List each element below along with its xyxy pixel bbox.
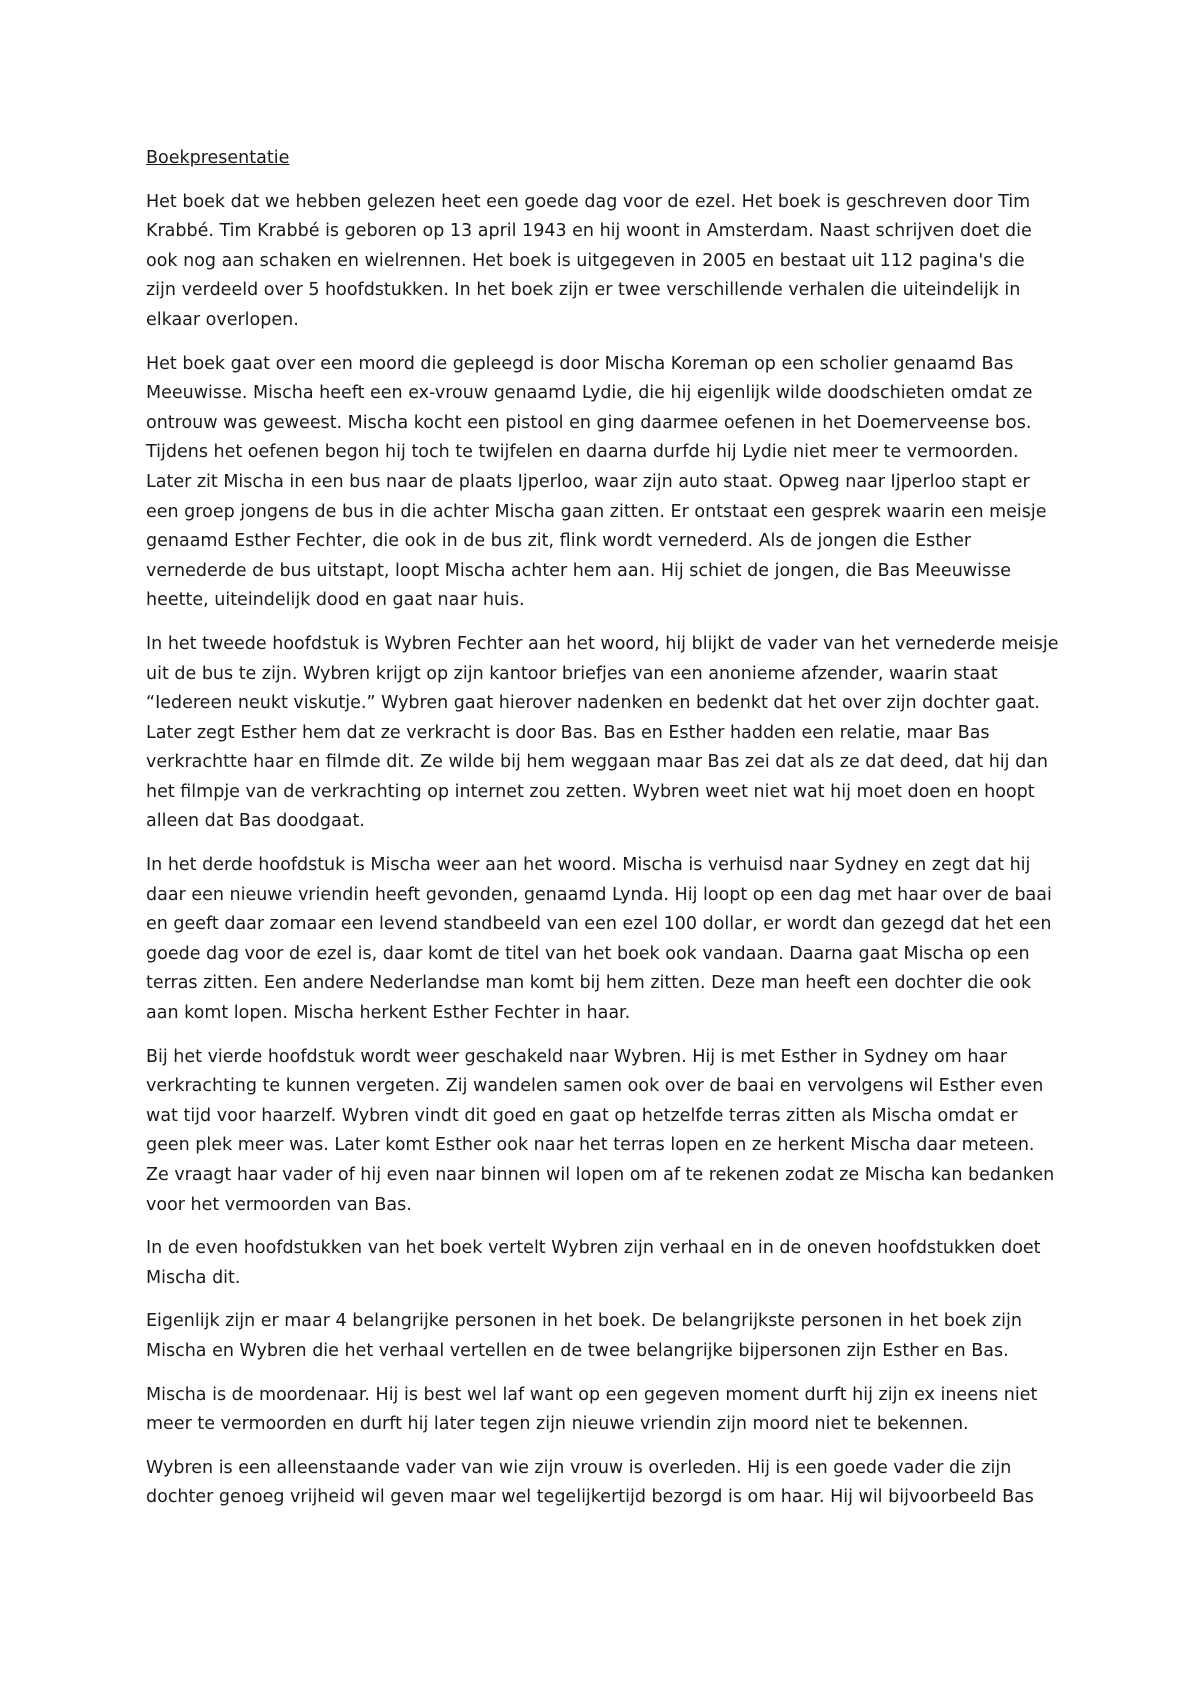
paragraph-chapter-four: Bij het vierde hoofdstuk wordt weer geschakeld naar Wybren. Hij is met Esther in Sydney om haar verkrachting te kunnen vergeten. Zij wandelen samen ook over de baai en vervolgens wil Esther even wat tijd voor haarzelf. Wybren vindt dit goed en gaat op hetzelfde terras zitten als Mischa omdat er geen plek meer was. Later komt Esther ook naar het terras lopen en ze herkent Mischa daar meteen. Ze vraagt haar vader of hij even naar binnen wil lopen om af te rekenen zodat ze Mischa kan bedanken voor het vermoorden van Bas.	[146, 1046, 1055, 1215]
paragraph-introduction: Het boek dat we hebben gelezen heet een goede dag voor de ezel. Het boek is geschreven door Tim Krabbé. Tim Krabbé is geboren op 13 april 1943 en hij woont in Amsterdam. Naast schrijven doet die ook nog aan schaken en wielrennen. Het boek is uitgegeven in 2005 en bestaat uit 112 pagina's die zijn verdeeld over 5 hoofdstukken. In het boek zijn er twee verschillende verhalen die uiteindelijk in elkaar overlopen.	[146, 191, 1032, 330]
paragraph-chapter-two: In het tweede hoofdstuk is Wybren Fechter aan het woord, hij blijkt de vader van het vernederde meisje uit de bus te zijn. Wybren krijgt op zijn kantoor briefjes van een anonieme afzender, waarin staat “Iedereen neukt viskutje.” Wybren gaat hierover nadenken en bedenkt dat het over zijn dochter gaat. Later zegt Esther hem dat ze verkracht is door Bas. Bas en Esther hadden een relatie, maar Bas verkrachtte haar en filmde dit. Ze wilde bij hem weggaan maar Bas zei dat als ze dat deed, dat hij dan het filmpje van de verkrachting op internet zou zetten. Wybren weet niet wat hij moet doen en hoopt alleen dat Bas doodgaat.	[146, 633, 1059, 832]
document-body	[146, 144, 1060, 1527]
paragraph-wybren: Wybren is een alleenstaande vader van wie zijn vrouw is overleden. Hij is een goede vader die zijn dochter genoeg vrijheid wil geven maar wel tegelijkertijd bezorgd is om haar. Hij wil bijvoorbeeld Bas	[146, 1457, 1034, 1508]
paragraph-chapter-structure: In de even hoofdstukken van het boek vertelt Wybren zijn verhaal en in de oneven hoofdstukken doet Mischa dit.	[146, 1238, 1041, 1288]
document-title: Boekpresentatie	[146, 148, 290, 168]
paragraph-mischa: Mischa is de moordenaar. Hij is best wel laf want op een gegeven moment durft hij zijn ex ineens niet meer te vermoorden en durft hij later tegen zijn nieuwe vriendin zijn moord niet te bekennen.	[146, 1384, 1038, 1435]
paragraph-main-characters: Eigenlijk zijn er maar 4 belangrijke personen in het boek. De belangrijkste personen in het boek zijn Mischa en Wybren die het verhaal vertellen en de twee belangrijke bijpersonen zijn Esther en Bas.	[146, 1311, 1022, 1361]
paragraph-chapter-three: In het derde hoofdstuk is Mischa weer aan het woord. Mischa is verhuisd naar Sydney en zegt dat hij daar een nieuwe vriendin heeft gevonden, genaamd Lynda. Hij loopt op een dag met haar over de baai en geeft daar zomaar een levend standbeeld van een ezel 100 dollar, er wordt dan gezegd dat het een goede dag voor de ezel is, daar komt de titel van het boek ook vandaan. Daarna gaat Mischa op een terras zitten. Een andere Nederlandse man komt bij hem zitten. Deze man heeft een dochter die ook aan komt lopen. Mischa herkent Esther Fechter in haar.	[146, 855, 1052, 1024]
paragraph-plot-chapter-one: Het boek gaat over een moord die gepleegd is door Mischa Koreman op een scholier genaamd Bas Meeuwisse. Mischa heeft een ex-vrouw genaamd Lydie, die hij eigenlijk wilde doodschieten omdat ze ontrouw was geweest. Mischa kocht een pistool en ging daarmee oefenen in het Doemerveense bos. Tijdens het oefenen begon hij toch te twijfelen en daarna durfde hij Lydie niet meer te vermoorden. Later zit Mischa in een bus naar de plaats Ijperloo, waar zijn auto staat. Opweg naar Ijperloo stapt er een groep jongens de bus in die achter Mischa gaan zitten. Er ontstaat een gesprek waarin een meisje genaamd Esther Fechter, die ook in de bus zit, flink wordt vernederd. Als de jongen die Esther vernederde de bus uitstapt, loopt Mischa achter hem aan. Hij schiet de jongen, die Bas Meeuwisse heette, uiteindelijk dood en gaat naar huis.	[146, 353, 1047, 611]
